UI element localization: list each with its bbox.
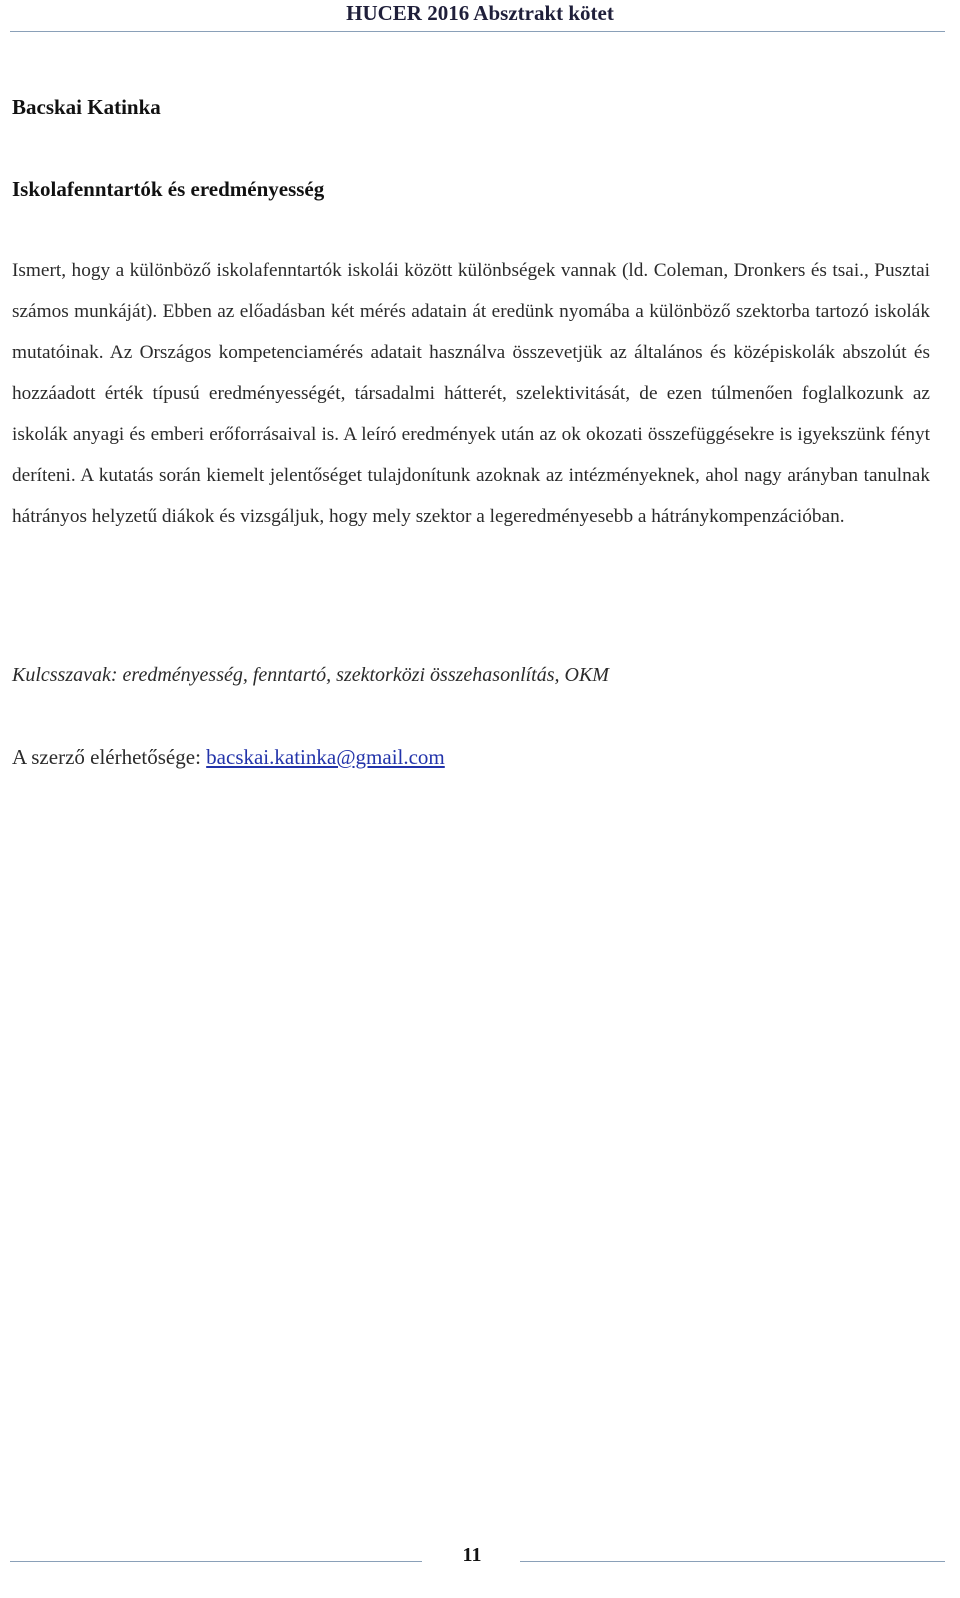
page-number: 11 xyxy=(462,1544,482,1566)
header-divider xyxy=(10,31,945,32)
running-header: HUCER 2016 Absztrakt kötet xyxy=(346,1,614,25)
footer-divider-right xyxy=(520,1561,945,1562)
author-contact xyxy=(12,742,445,772)
author-name: Bacskai Katinka xyxy=(12,95,161,119)
contact-label: A szerző elérhetősége: xyxy=(12,745,207,769)
contact-email-link[interactable]: bacskai.katinka@gmail.com xyxy=(206,745,445,769)
footer-divider-left xyxy=(10,1561,422,1562)
abstract-paragraph: Ismert, hogy a különböző iskolafenntartók iskolái között különbségek vannak (ld. Coleman, Dronkers és tsai., Pusztai számos munkáját). Ebben az előadásban két mérés adatain át eredünk nyomába a különböző szektorba tartozó iskolák mutatóinak. Az Országos kompetenciamérés adatait használva összevetjük az általános és középiskolák abszolút és hozzáadott érték típusú eredményességét, társadalmi hátterét, szelektivitását, de ezen túlmenően foglalkozunk az iskolák anyagi és emberi erőforrásaival is. A leíró eredmények után az ok okozati összefüggésekre is igyekszünk fényt deríteni. A kutatás során kiemelt jelentőséget tulajdonítunk azoknak az intézményeknek, ahol nagy arányban tanulnak hátrányos helyzetű diákok és vizsgáljuk, hogy mely szektor a legeredményesebb a hátránykompenzációban. xyxy=(12,260,930,527)
keywords-line: Kulcsszavak: eredményesség, fenntartó, szektorközi összehasonlítás, OKM xyxy=(12,664,609,686)
article-title: Iskolafenntartók és eredményesség xyxy=(12,177,325,201)
